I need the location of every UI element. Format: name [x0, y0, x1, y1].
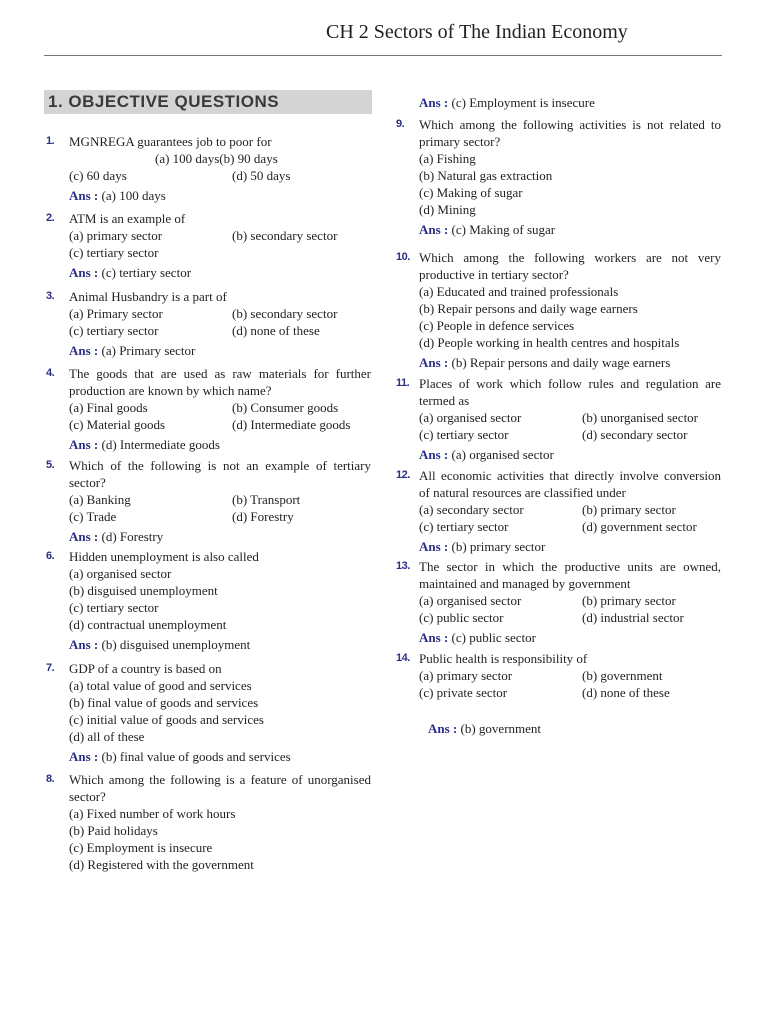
- option: (c) initial value of goods and services: [69, 712, 264, 727]
- option-cell: [69, 305, 232, 322]
- answer-body: [428, 720, 730, 737]
- answer-text: (b) government: [460, 721, 542, 736]
- question-number: 3.: [46, 290, 55, 302]
- answer-label: Ans :: [419, 447, 449, 462]
- answer-label: Ans :: [69, 343, 99, 358]
- option-cell: [69, 167, 232, 184]
- question-text: The sector in which the productive units are owned, maintained and managed by government: [419, 559, 721, 591]
- option: (c) tertiary sector: [69, 245, 159, 260]
- question-answer: [396, 91, 748, 111]
- section-heading: 1. OBJECTIVE QUESTIONS: [44, 90, 372, 114]
- answer-text: (b) Repair persons and daily wage earners: [451, 355, 671, 370]
- option: (b) disguised unemployment: [69, 583, 218, 598]
- option: (d) secondary sector: [582, 427, 688, 442]
- option: (b) 90 days: [219, 151, 278, 166]
- question-number: 12.: [396, 469, 410, 481]
- answer-text: (c) tertiary sector: [101, 265, 192, 280]
- option: (a) Fixed number of work hours: [69, 806, 236, 821]
- question-number: 6.: [46, 550, 55, 562]
- answer-label: Ans :: [69, 265, 99, 280]
- option: (a) organised sector: [419, 593, 522, 608]
- answer-label: Ans :: [419, 630, 449, 645]
- question-item: [46, 210, 398, 281]
- answer-text: (a) organised sector: [451, 447, 554, 462]
- option: (d) none of these: [232, 323, 320, 338]
- answer: [419, 446, 721, 463]
- answer-label: Ans :: [69, 529, 99, 544]
- answer-text: (b) final value of goods and services: [101, 749, 291, 764]
- option-cell: [69, 322, 232, 339]
- question-text: Which of the following is not an example of tertiary sector?: [69, 458, 371, 490]
- option: (a) primary sector: [419, 668, 513, 683]
- answer: [69, 436, 371, 453]
- question-body: [69, 548, 371, 653]
- option: (a) organised sector: [419, 410, 522, 425]
- option-row: [69, 508, 371, 525]
- option: (a) Banking: [69, 492, 131, 507]
- question-text: Public health is responsibility of: [419, 651, 588, 666]
- question-item: [46, 660, 398, 765]
- question-text: Which among the following is a feature of unorganised sector?: [69, 772, 371, 804]
- option: (a) Final goods: [69, 400, 148, 415]
- option-row: [419, 150, 721, 167]
- option: (a) Primary sector: [69, 306, 163, 321]
- option: (b) primary sector: [582, 502, 676, 517]
- option: (c) People in defence services: [419, 318, 575, 333]
- option: (c) tertiary sector: [69, 600, 159, 615]
- option-row: [69, 399, 371, 416]
- question-body: [419, 249, 721, 371]
- option-row: [69, 711, 371, 728]
- question-body: [419, 116, 721, 238]
- option-row: [419, 184, 721, 201]
- option-row: [69, 805, 371, 822]
- answer-label: Ans :: [419, 222, 449, 237]
- question-text: The goods that are used as raw materials for further production are known by which name?: [69, 366, 371, 398]
- answer: [419, 629, 721, 646]
- question-number: 9.: [396, 118, 405, 130]
- question-body: [69, 365, 371, 453]
- question-item: [46, 457, 398, 545]
- answer-label: Ans :: [428, 721, 458, 736]
- option: (a) 100 days: [155, 151, 220, 166]
- question-item: [46, 771, 398, 873]
- answer-label: Ans :: [419, 539, 449, 554]
- question-body: [419, 467, 721, 555]
- answer: [69, 187, 371, 204]
- question-text: Animal Husbandry is a part of: [69, 289, 227, 304]
- option-row: [419, 501, 721, 518]
- option: (b) secondary sector: [232, 228, 338, 243]
- option-row: [419, 426, 721, 443]
- option: (d) government sector: [582, 519, 697, 534]
- option-row: [419, 201, 721, 218]
- question-body: [419, 558, 721, 646]
- answer: [419, 221, 721, 238]
- answer: [428, 720, 730, 737]
- option-row: [69, 305, 371, 322]
- question-number: 13.: [396, 560, 410, 572]
- question-body: [419, 650, 721, 701]
- option-row: [69, 244, 371, 261]
- option: (c) tertiary sector: [419, 427, 509, 442]
- question-number: 5.: [46, 459, 55, 471]
- answer-label: Ans :: [69, 749, 99, 764]
- option-row: [69, 839, 371, 856]
- answer: [69, 636, 371, 653]
- question-number: 10.: [396, 251, 410, 263]
- question-body: [69, 457, 371, 545]
- option-row: [419, 609, 721, 626]
- option: (c) Making of sugar: [419, 185, 523, 200]
- option: (c) tertiary sector: [419, 519, 509, 534]
- option-row: [69, 616, 371, 633]
- option: (b) unorganised sector: [582, 410, 699, 425]
- option: (d) 50 days: [232, 168, 291, 183]
- option: (d) Registered with the government: [69, 857, 254, 872]
- answer-text: (c) Making of sugar: [451, 222, 556, 237]
- question-text: Which among the following activities is not related to primary sector?: [419, 117, 721, 149]
- answer-text: (b) disguised unemployment: [101, 637, 251, 652]
- option-cell: [419, 426, 582, 443]
- option: (d) all of these: [69, 729, 145, 744]
- option-row: [419, 684, 721, 701]
- option-cell: [419, 684, 582, 701]
- answer: [419, 354, 721, 371]
- answer-label: Ans :: [69, 637, 99, 652]
- option-row: [69, 167, 371, 184]
- option-row: [69, 582, 371, 599]
- question-item: [396, 375, 748, 463]
- option-row: [419, 300, 721, 317]
- question-text: Which among the following workers are not very productive in tertiary sector?: [419, 250, 721, 282]
- option-row: [69, 150, 371, 167]
- option-cell: [419, 592, 582, 609]
- option: (c) Trade: [69, 509, 117, 524]
- option-row: [419, 518, 721, 535]
- option-row: [69, 728, 371, 745]
- answer-text: (a) Primary sector: [101, 343, 196, 358]
- option: (b) Transport: [232, 492, 301, 507]
- option-row: [419, 592, 721, 609]
- question-text: Hidden unemployment is also called: [69, 549, 259, 564]
- option: (d) People working in health centres and hospitals: [419, 335, 680, 350]
- question-body: [69, 210, 371, 281]
- option-row: [419, 409, 721, 426]
- answer: [69, 264, 371, 281]
- option-cell: [419, 667, 582, 684]
- option: (d) Forestry: [232, 509, 294, 524]
- option-row: [69, 856, 371, 873]
- option-row: [69, 565, 371, 582]
- option: (d) Intermediate goods: [232, 417, 351, 432]
- option: (c) private sector: [419, 685, 508, 700]
- option: (b) Consumer goods: [232, 400, 339, 415]
- answer-text: (b) primary sector: [451, 539, 546, 554]
- option-row: [69, 227, 371, 244]
- answer-label: Ans :: [69, 437, 99, 452]
- option: (a) primary sector: [69, 228, 163, 243]
- option: (a) total value of good and services: [69, 678, 252, 693]
- option: (c) public sector: [419, 610, 504, 625]
- chapter-title: CH 2 Sectors of The Indian Economy: [326, 21, 628, 43]
- question-text: Places of work which follow rules and regulation are termed as: [419, 376, 721, 408]
- option: (d) contractual unemployment: [69, 617, 227, 632]
- answer: [419, 538, 721, 555]
- option-cell: [69, 508, 232, 525]
- answer-label: Ans :: [69, 188, 99, 203]
- option-cell: [419, 501, 582, 518]
- option-cell: [69, 244, 232, 261]
- option: (b) Repair persons and daily wage earners: [419, 301, 638, 316]
- question-item: [46, 133, 398, 204]
- option-row: [69, 599, 371, 616]
- question-body: [69, 771, 371, 873]
- option-row: [419, 667, 721, 684]
- option: (c) tertiary sector: [69, 323, 159, 338]
- question-number: 7.: [46, 662, 55, 674]
- option: (b) government: [582, 668, 663, 683]
- option-row: [69, 677, 371, 694]
- question-item: [396, 558, 748, 646]
- option: (a) secondary sector: [419, 502, 524, 517]
- question-text: MGNREGA guarantees job to poor for: [69, 134, 272, 149]
- option-row: [69, 322, 371, 339]
- option: (b) secondary sector: [232, 306, 338, 321]
- question-text: GDP of a country is based on: [69, 661, 222, 676]
- option-row: [69, 694, 371, 711]
- header-divider: [44, 55, 722, 56]
- question-number: 2.: [46, 212, 55, 224]
- option: (a) Educated and trained professionals: [419, 284, 619, 299]
- option: (a) Fishing: [419, 151, 476, 166]
- answer: [69, 748, 371, 765]
- option: (a) organised sector: [69, 566, 172, 581]
- question-body: [419, 375, 721, 463]
- question-text: All economic activities that directly involve conversion of natural resources are classified under: [419, 468, 721, 500]
- answer: [69, 342, 371, 359]
- answer-text: (d) Intermediate goods: [101, 437, 220, 452]
- option-cell: [69, 416, 232, 433]
- question-body: [69, 288, 371, 359]
- question-item: [396, 116, 748, 238]
- option: (b) Paid holidays: [69, 823, 158, 838]
- question-item: [396, 249, 748, 371]
- question-text: ATM is an example of: [69, 211, 186, 226]
- option: (b) primary sector: [582, 593, 676, 608]
- option-cell: [419, 409, 582, 426]
- option: (c) Employment is insecure: [69, 840, 213, 855]
- answer-text: (a) 100 days: [101, 188, 166, 203]
- question-item: [396, 467, 748, 555]
- option: (b) final value of goods and services: [69, 695, 259, 710]
- option: (d) none of these: [582, 685, 670, 700]
- answer: [69, 528, 371, 545]
- question-body: [69, 660, 371, 765]
- question-answer: [405, 717, 757, 737]
- answer-text: (d) Forestry: [101, 529, 164, 544]
- option: (b) Natural gas extraction: [419, 168, 553, 183]
- question-number: 4.: [46, 367, 55, 379]
- option-row: [419, 317, 721, 334]
- option-row: [69, 822, 371, 839]
- answer-label: Ans :: [419, 95, 449, 110]
- option-row: [69, 416, 371, 433]
- option-cell: [69, 399, 232, 416]
- option: (c) 60 days: [69, 168, 127, 183]
- option-row: [69, 491, 371, 508]
- option-cell: [419, 518, 582, 535]
- answer-text: (c) Employment is insecure: [451, 95, 595, 110]
- question-body: [69, 133, 371, 204]
- question-number: 14.: [396, 652, 410, 664]
- option-cell: [419, 609, 582, 626]
- question-item: [46, 548, 398, 653]
- answer-text: (c) public sector: [451, 630, 536, 645]
- question-number: 8.: [46, 773, 55, 785]
- option-cell: [69, 491, 232, 508]
- option: (c) Material goods: [69, 417, 166, 432]
- option-cell: [69, 227, 232, 244]
- option-row: [419, 167, 721, 184]
- option-row: [419, 283, 721, 300]
- answer: [419, 94, 721, 111]
- question-number: 1.: [46, 135, 55, 147]
- question-item: [396, 650, 748, 701]
- question-item: [46, 365, 398, 453]
- answer-body: [419, 94, 721, 111]
- option: (d) Mining: [419, 202, 476, 217]
- option-row: [419, 334, 721, 351]
- question-item: [46, 288, 398, 359]
- option: (d) industrial sector: [582, 610, 684, 625]
- question-number: 11.: [396, 377, 410, 389]
- answer-label: Ans :: [419, 355, 449, 370]
